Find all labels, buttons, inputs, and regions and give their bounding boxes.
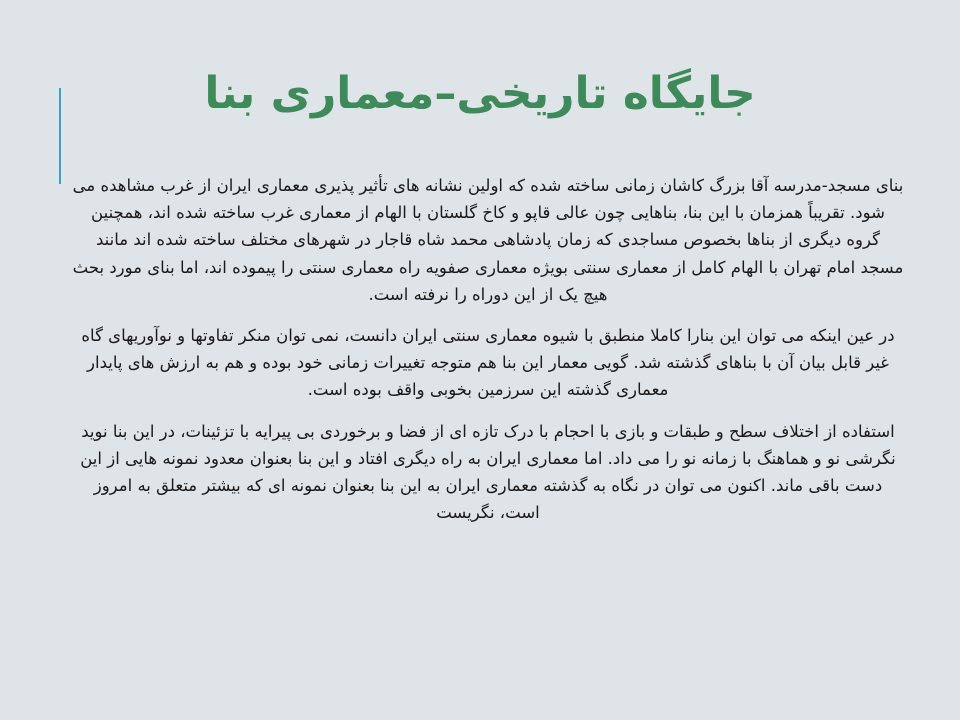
- slide-body: [72, 172, 904, 526]
- paragraph-1: بنای مسجد-مدرسه آقا بزرگ کاشان زمانی ساخته شده که اولین نشانه های تأثیر پذیری معماری ایران از غرب مشاهده می شود. تقریباً همزمان با این بنا، بناهایی چون عالی قاپو و کاخ گلستان با الهام از معماری غرب ساخته شده اند، همچنین گروه دیگری از بناها بخصوص مساجدی که زمان پادشاهی محمد شاه قاجار در شهرهای مختلف ساخته شده اند مانند مسجد امام تهران با الهام کامل از معماری سنتی بویژه معماری صفویه راه معماری سنتی را پیموده اند، اما بنای مورد بحث هیچ یک از این دوراه را نرفته است.: [72, 176, 904, 304]
- paragraph-2: در عین اینکه می توان این بنارا کاملا منطبق با شیوه معماری سنتی ایران دانست، نمی توان منکر تفاوتها و نوآوریهای گاه غیر قابل بیان آن با بناهای گذشته شد. گویی معمار این بنا هم متوجه تغییرات زمانی خود بوده و هم به ارزش های پایدار معماری گذشته این سرزمین بخوبی واقف بوده است.: [81, 326, 895, 400]
- slide-title: جایگاه تاریخی–معماری بنا: [204, 68, 756, 119]
- paragraph-3: استفاده از اختلاف سطح و طبقات و بازی با احجام با درک تازه ای از فضا و برخوردی بی پیرایه با تزئینات، در این بنا نوید نگرشی نو و هماهنگ با زمانه نو را می داد. اما معماری ایران به راه دیگری افتاد و این بنا بعنوان معدود نمونه هایی از این دست باقی ماند. اکنون می توان در نگاه به گذشته معماری ایران به این بنا بعنوان نمونه ای که بیشتر متعلق به امروز است، نگریست: [80, 421, 896, 523]
